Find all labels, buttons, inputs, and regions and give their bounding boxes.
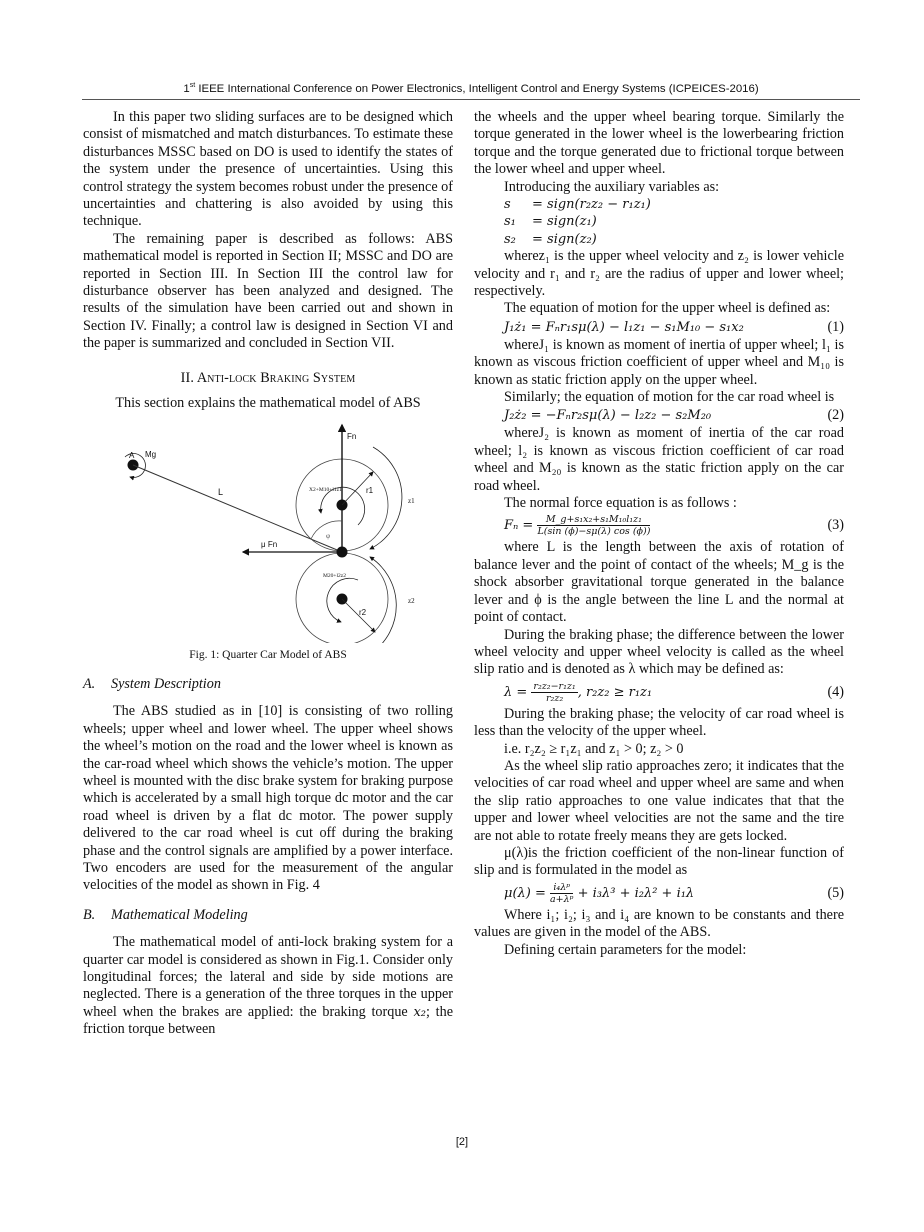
aux-variable-s1: s₁ = sign(z₁) — [504, 214, 597, 230]
intro-paragraph-1: In this paper two sliding surfaces are to be designed which consist of mismatched and match disturbances. To estimate these disturbances MSSC based on DO is used to identify the states of the system under the presence of uncertainties. Using this control strategy the system becomes robust under the presence of uncertainties and chattering is also avoided by using this technique. — [83, 109, 453, 230]
left-column — [83, 109, 453, 1039]
quarter-car-diagram — [83, 417, 453, 643]
aux-variables-intro: Introducing the auxiliary variables as: — [504, 178, 720, 195]
mathematical-modeling-paragraph: The mathematical model of anti-lock braking system for a quarter car model is considered as shown in Fig.1. Consider only longitudinal forces; the lateral and side by side motions are neglected. There is a generation of the three torques in the upper wheel when the brakes are applied: the braking torque x₂; the friction torque between — [83, 934, 454, 1038]
equation-2-intro: Similarly; the equation of motion for the car road wheel is — [504, 389, 835, 406]
aux-variable-s: s = sign(r₂z₂ − r₁z₁) — [504, 197, 651, 213]
label-angle: φ — [326, 531, 331, 540]
right-column — [474, 109, 844, 959]
equation-5-description: Where i₁; i₂; i₃ and i₄ are known to be constants and there values are given in the model of the ABS. — [474, 906, 844, 941]
section-heading-2: II. Anti-lock Braking System — [180, 369, 356, 386]
equation-5: μ(λ) = $\frac{\text{i₄λᵖ}}{\text{a+λᵖ}}$ + i₃λ³ + i₂λ² + i₁λ (5) — [504, 881, 844, 905]
equation-1-description: whereJ₁ is known as moment of inertia of upper wheel; l₁ is known as viscous friction coefficient of upper wheel and M₁₀ is known as static friction apply on the upper wheel. — [474, 336, 844, 388]
system-description-paragraph: The ABS studied as in [10] is consisting of two rolling wheels; upper wheel and lower wheel. The upper wheel shows the wheel’s motion on the road and the lower wheel is known as the car-road wheel which shows the vehicle’s motion. The upper wheel is mounted with the disc brake system for braking purpose which is accelerated by a small high torque dc motor and the car road wheel is driven by a flat dc motor. The power supply delivered to the car road wheel is cut off during the braking phase and the control signals are amplified by a power interface. Two encoders are used for the measurement of the angular velocities of the model as shown in Fig. 4 — [83, 703, 453, 894]
label-lower-torque: M20+l2z2 — [323, 572, 346, 579]
slip-ratio-paragraph: As the wheel slip ratio approaches zero; it indicates that the velocities of car road wheel and upper wheel are same and when the slip ratio approaches to one value indicates that that the upper and lower wheel velocities are not the same and the tire are not able to rotate freely means they are gets locked. — [474, 757, 844, 844]
header-ordinal: 1 — [183, 82, 190, 95]
friction-coefficient-intro: μ(λ)is the friction coefficient of the non-linear function of slip and is formulated in the model as — [474, 844, 844, 879]
equation-1: J₁ż₁ = Fₙr₁sμ(λ) − l₁z₁ − s₁M₁₀ − s₁x₂ (1) — [504, 318, 844, 335]
equation-4-condition: i.e. r₂z₂ ≥ r₁z₁ and z₁ > 0; z₂ > 0 — [504, 740, 684, 757]
aux-variable-s2: s₂ = sign(z₂) — [504, 231, 597, 247]
figure-quarter-car-model — [83, 417, 453, 643]
subsection-heading-b: B. Mathematical Modeling — [83, 906, 248, 923]
label-pivot: A — [129, 450, 135, 460]
label-upper-radius: r1 — [366, 485, 374, 495]
page-number: [2] — [455, 1136, 469, 1148]
label-upper-torque: X2+M10+l1z1 — [309, 486, 342, 493]
equation-3: Fₙ = $\frac{\text{M\_g+s₁x₂+s₁M₁₀l₁z₁}}{L(\sin (\phi)-s\mu(\lambda) \cos (\phi))}$ (3) — [504, 514, 844, 538]
figure-caption: Fig. 1: Quarter Car Model of ABS — [189, 648, 347, 661]
equation-4-description: During the braking phase; the velocity of car road wheel is less than the velocity of the upper wheel. — [474, 705, 844, 740]
equation-2: J₂ż₂ = −Fₙr₂sμ(λ) − l₂z₂ − s₂M₂₀ (2) — [504, 407, 844, 424]
header-title: IEEE International Conference on Power Electronics, Intelligent Control and Energy Systems (ICPEICES-2016) — [195, 82, 759, 95]
label-lower-velocity: z2 — [408, 596, 415, 605]
parameters-intro: Defining certain parameters for the model: — [504, 941, 747, 958]
aux-variables-description: wherez₁ is the upper wheel velocity and z₂ is lower vehicle velocity and r₁ and r₂ are the radius of upper and lower wheel; respectively. — [474, 248, 844, 300]
slip-ratio-intro: During the braking phase; the difference between the lower wheel velocity and upper wheel velocity is called as the wheel slip ratio and is denoted as λ which may be defined as: — [474, 626, 844, 678]
header-ordinal-suffix: st — [189, 82, 196, 89]
label-gravity-torque: Mg — [145, 449, 157, 459]
intro-paragraph-2: The remaining paper is described as follows: ABS mathematical model is reported in Section II; MSSC and DO are reported in Section III. In Section III the control law for disturbance observer has been analyzed and designed. The results of the simulation have been carried out and shown in Section IV. Finally; a control law is designed in Section VI and the paper is summarized and concluded in Section VII. — [83, 230, 453, 352]
equation-1-intro: The equation of motion for the upper wheel is defined as: — [504, 300, 831, 317]
label-lower-radius: r2 — [359, 607, 367, 617]
equation-3-description: where L is the length between the axis of rotation of balance lever and the point of contact of the wheels; M_g is the shock absorber gravitational torque generated in the balance lever and ϕ is the angle between the line L and the normal at point of contact. — [474, 539, 844, 626]
running-header — [82, 82, 860, 95]
equation-2-description: whereJ₂ is known as moment of inertia of the car road wheel; l₂ is known as viscous friction coefficient of car road wheel and M₂₀ is known as the static friction apply on the car road wheel. — [474, 425, 844, 494]
equation-3-intro: The normal force equation is as follows : — [504, 495, 737, 512]
header-divider — [82, 99, 860, 100]
subsection-heading-a: A. System Description — [83, 675, 221, 692]
section-2-intro: This section explains the mathematical model of ABS — [115, 395, 421, 412]
label-lever: L — [218, 486, 224, 497]
label-normal-force: Fn — [347, 431, 357, 441]
continued-paragraph: the wheels and the upper wheel bearing torque. Similarly the torque generated in the lower wheel is the lowerbearing friction torque and the torque generated due to frictional torque between the lower wheel and upper wheel. — [474, 109, 844, 178]
label-friction-force: μ Fn — [261, 539, 278, 549]
label-upper-velocity: z1 — [408, 496, 415, 505]
equation-4: λ = $\frac{\text{r₂z₂−r₁z₁}}{\text{r₂z₂}}$ , r₂z₂ ≥ r₁z₁ (4) — [504, 680, 844, 704]
